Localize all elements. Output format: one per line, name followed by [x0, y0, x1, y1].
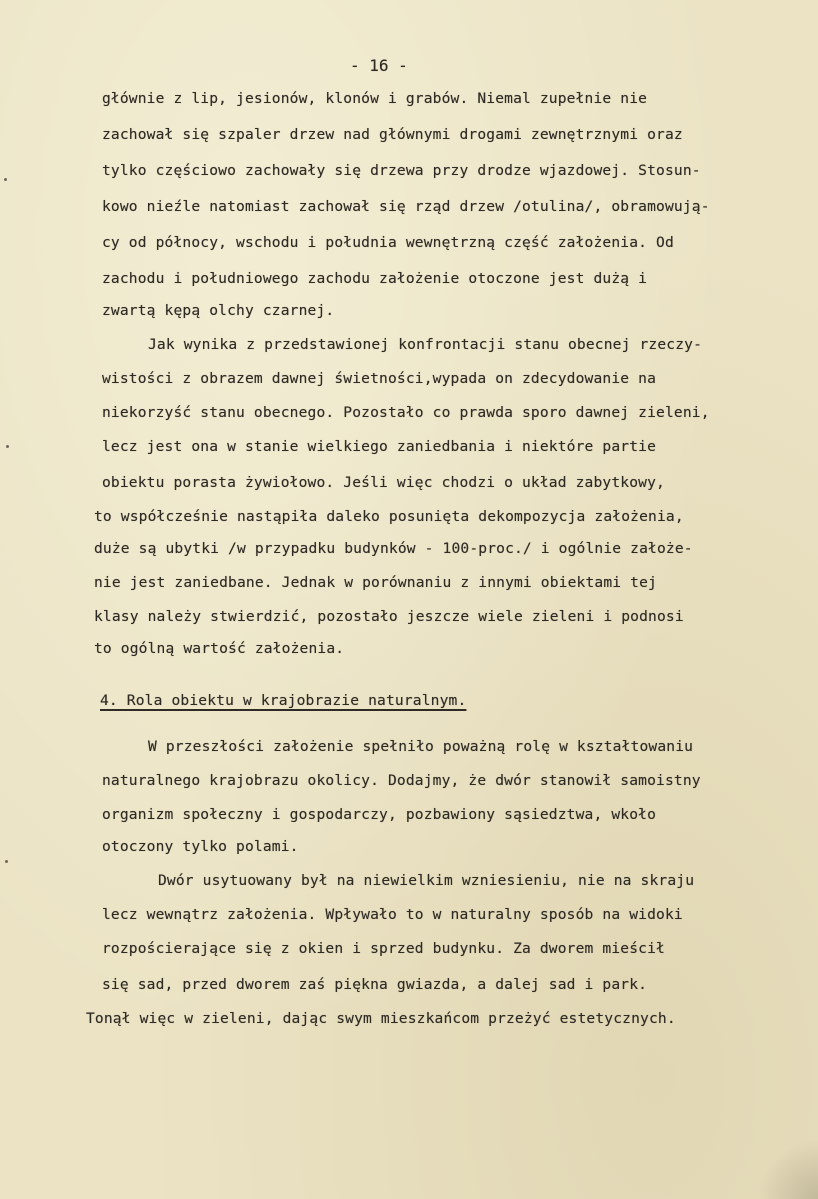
text-line: wistości z obrazem dawnej świetności,wypada on zdecydowanie na: [102, 370, 657, 387]
text-line: Dwór usytuowany był na niewielkim wzniesieniu, nie na skraju: [158, 872, 695, 889]
text-line: zachował się szpaler drzew nad głównymi drogami zewnętrznymi oraz: [102, 126, 683, 143]
scan-speck: [5, 860, 8, 863]
page-number: - 16 -: [350, 56, 408, 75]
scan-speck: [4, 178, 7, 181]
section-heading: 4. Rola obiektu w krajobrazie naturalnym.: [100, 692, 467, 709]
text-line: kowo nieźle natomiast zachował się rząd drzew /otulina/, obramowują-: [102, 198, 710, 215]
text-line: niekorzyść stanu obecnego. Pozostało co prawda sporo dawnej zieleni,: [102, 404, 710, 421]
text-line: rozpościerające się z okien i sprzed budynku. Za dworem mieścił: [102, 940, 665, 957]
text-line: głównie z lip, jesionów, klonów i grabów. Niemal zupełnie nie: [102, 90, 648, 107]
text-line: nie jest zaniedbane. Jednak w porównaniu z innymi obiektami tej: [94, 574, 657, 591]
text-line: się sad, przed dworem zaś piękna gwiazda, a dalej sad i park.: [102, 976, 648, 993]
page-corner-shadow: [758, 1139, 818, 1199]
text-line: klasy należy stwierdzić, pozostało jeszcze wiele zieleni i podnosi: [94, 608, 684, 625]
text-line: zwartą kępą olchy czarnej.: [102, 302, 335, 319]
text-line: lecz wewnątrz założenia. Wpływało to w naturalny sposób na widoki: [102, 906, 683, 923]
text-line: organizm społeczny i gospodarczy, pozbawiony sąsiedztwa, wkoło: [102, 806, 657, 823]
text-line: otoczony tylko polami.: [102, 838, 299, 855]
text-line: zachodu i południowego zachodu założenie otoczone jest dużą i: [102, 270, 648, 287]
text-line: obiektu porasta żywiołowo. Jeśli więc chodzi o układ zabytkowy,: [102, 474, 665, 491]
text-line: to współcześnie nastąpiła daleko posunięta dekompozycja założenia,: [94, 508, 684, 525]
text-line: W przeszłości założenie spełniło poważną rolę w kształtowaniu: [148, 738, 694, 755]
scan-speck: [6, 445, 9, 448]
text-line: lecz jest ona w stanie wielkiego zaniedbania i niektóre partie: [102, 438, 657, 455]
text-line: naturalnego krajobrazu okolicy. Dodajmy, że dwór stanowił samoistny: [102, 772, 701, 789]
text-line: to ogólną wartość założenia.: [94, 640, 345, 657]
text-line: Jak wynika z przedstawionej konfrontacji stanu obecnej rzeczy-: [148, 336, 703, 353]
text-line: duże są ubytki /w przypadku budynków - 100-proc./ i ogólnie założe-: [94, 540, 693, 557]
text-line: cy od północy, wschodu i południa wewnętrzną część założenia. Od: [102, 234, 674, 251]
text-line: Tonął więc w zieleni, dając swym mieszkańcom przeżyć estetycznych.: [86, 1010, 676, 1027]
text-line: tylko częściowo zachowały się drzewa przy drodze wjazdowej. Stosun-: [102, 162, 701, 179]
